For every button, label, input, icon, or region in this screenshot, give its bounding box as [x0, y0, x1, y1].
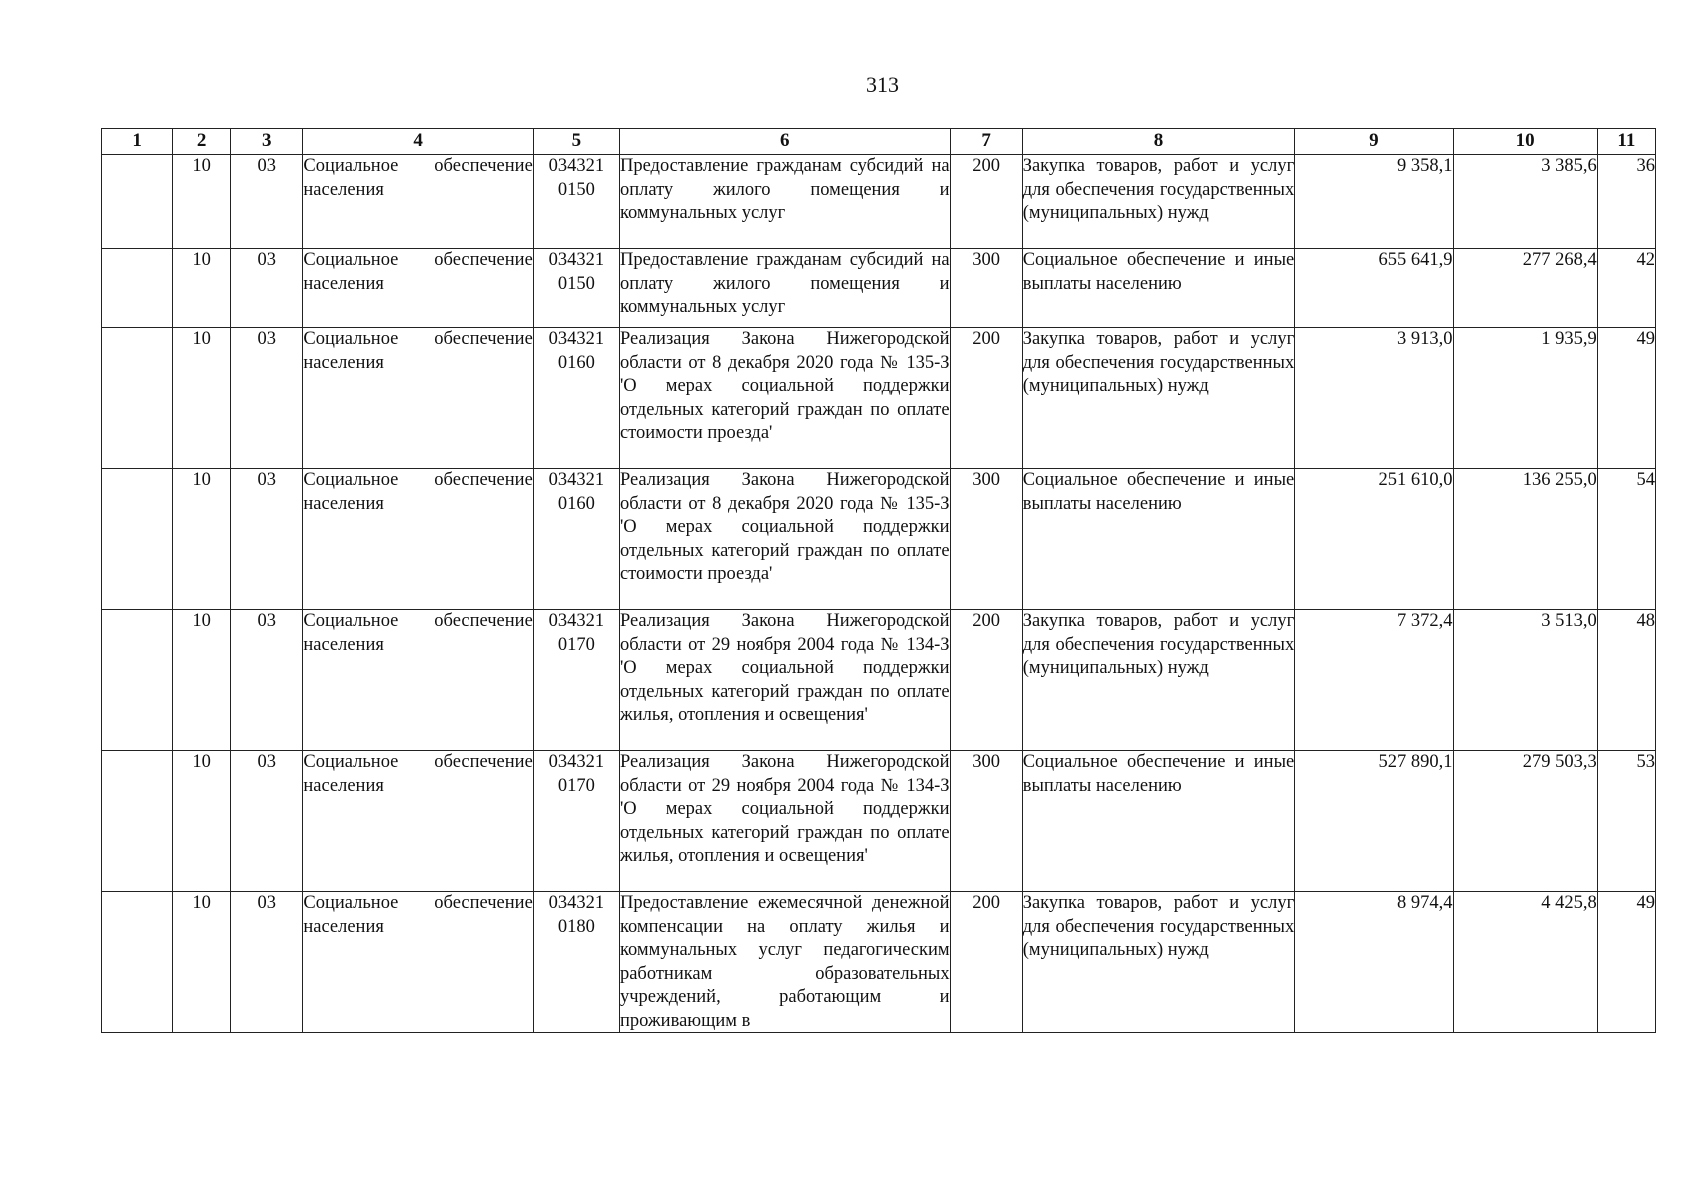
- cell-expense-type: 200: [950, 610, 1022, 751]
- cell-section: 10: [173, 469, 231, 610]
- cell-amount-actual: 277 268,4: [1453, 249, 1597, 328]
- code-part-1: 034321: [548, 329, 605, 349]
- cell-description: Реализация Закона Нижегородской области от 29 ноября 2004 года № 134-З 'О мерах социальной поддержки отдельных категорий граждан по оплате жилья, отопления и освещения': [619, 751, 950, 892]
- header-row: [102, 129, 1656, 155]
- cell-subsection-name: Социальное обеспечение населения: [303, 155, 533, 249]
- cell-description: Реализация Закона Нижегородской области от 8 декабря 2020 года № 135-З 'О мерах социальной поддержки отдельных категорий граждан по оплате стоимости проезда': [619, 469, 950, 610]
- cell-subsection: 03: [231, 469, 303, 610]
- column-header: 5: [533, 129, 619, 155]
- description-text: Предоставление ежемесячной денежной компенсации на оплату жилья и коммунальных услуг педагогическим работникам образовательных учреждений, работающим и проживающим в: [619, 893, 950, 1031]
- cell-target-code: [533, 892, 619, 1033]
- cell-amount-actual: 136 255,0: [1453, 469, 1597, 610]
- code-part-2: 0160: [557, 352, 595, 373]
- cell-expense-type-name: Социальное обеспечение и иные выплаты населению: [1022, 469, 1295, 610]
- cell-amount-plan: 3 913,0: [1295, 328, 1453, 469]
- code-part-2: 0150: [557, 179, 595, 200]
- code-part-1: 034321: [548, 250, 605, 270]
- column-header: 7: [950, 129, 1022, 155]
- column-header: 6: [619, 129, 950, 155]
- code-part-2: 0170: [557, 775, 595, 796]
- column-header: 10: [1453, 129, 1597, 155]
- code-part-1: 034321: [548, 470, 605, 490]
- cell-subsection-name: Социальное обеспечение населения: [303, 610, 533, 751]
- table-body: [102, 155, 1656, 1033]
- column-header: 4: [303, 129, 533, 155]
- cell-subsection: 03: [231, 328, 303, 469]
- cell-expense-type-name: Социальное обеспечение и иные выплаты населению: [1022, 249, 1295, 328]
- cell-subsection-name: Социальное обеспечение населения: [303, 469, 533, 610]
- cell-amount-plan: 251 610,0: [1295, 469, 1453, 610]
- code-part-1: 034321: [548, 156, 605, 176]
- cell-percent: 54: [1597, 469, 1655, 610]
- cell-expense-type: 300: [950, 469, 1022, 610]
- cell-target-code: [533, 328, 619, 469]
- cell-percent: 48: [1597, 610, 1655, 751]
- cell-section: 10: [173, 155, 231, 249]
- code-part-1: 034321: [548, 752, 605, 772]
- cell-subsection: 03: [231, 892, 303, 1033]
- cell-col1: [102, 155, 173, 249]
- cell-section: 10: [173, 249, 231, 328]
- cell-description: Реализация Закона Нижегородской области от 8 декабря 2020 года № 135-З 'О мерах социальной поддержки отдельных категорий граждан по оплате стоимости проезда': [619, 328, 950, 469]
- column-header: 2: [173, 129, 231, 155]
- budget-table: [101, 128, 1656, 1033]
- code-part-2: 0150: [557, 273, 595, 294]
- cell-col1: [102, 751, 173, 892]
- cell-subsection: 03: [231, 155, 303, 249]
- cell-expense-type: 200: [950, 328, 1022, 469]
- cell-col1: [102, 469, 173, 610]
- cell-amount-actual: 3 385,6: [1453, 155, 1597, 249]
- cell-percent: 53: [1597, 751, 1655, 892]
- table-row: [102, 469, 1656, 610]
- table-row: [102, 751, 1656, 892]
- cell-percent: 49: [1597, 892, 1655, 1033]
- cell-description: Предоставление гражданам субсидий на оплату жилого помещения и коммунальных услуг: [619, 249, 950, 328]
- cell-amount-plan: 7 372,4: [1295, 610, 1453, 751]
- cell-expense-type: 300: [950, 249, 1022, 328]
- cell-expense-type: 200: [950, 155, 1022, 249]
- cell-col1: [102, 610, 173, 751]
- table-row: [102, 155, 1656, 249]
- cell-col1: [102, 892, 173, 1033]
- cell-subsection: 03: [231, 249, 303, 328]
- table-row: [102, 328, 1656, 469]
- code-part-2: 0170: [557, 634, 595, 655]
- code-part-1: 034321: [548, 893, 605, 913]
- cell-section: 10: [173, 610, 231, 751]
- cell-expense-type-name: Закупка товаров, работ и услуг для обеспечения государственных (муниципальных) нужд: [1022, 328, 1295, 469]
- cell-description: Предоставление гражданам субсидий на оплату жилого помещения и коммунальных услуг: [619, 155, 950, 249]
- cell-amount-plan: 8 974,4: [1295, 892, 1453, 1033]
- cell-description: [619, 892, 950, 1033]
- code-part-2: 0160: [557, 493, 595, 514]
- cell-target-code: [533, 155, 619, 249]
- cell-amount-actual: 3 513,0: [1453, 610, 1597, 751]
- cell-expense-type-name: Закупка товаров, работ и услуг для обеспечения государственных (муниципальных) нужд: [1022, 610, 1295, 751]
- cell-amount-plan: 527 890,1: [1295, 751, 1453, 892]
- cell-subsection: 03: [231, 751, 303, 892]
- cell-section: 10: [173, 892, 231, 1033]
- column-header: 8: [1022, 129, 1295, 155]
- cell-section: 10: [173, 751, 231, 892]
- cell-expense-type-name: Социальное обеспечение и иные выплаты населению: [1022, 751, 1295, 892]
- cell-target-code: [533, 249, 619, 328]
- cell-percent: 42: [1597, 249, 1655, 328]
- cell-subsection: 03: [231, 610, 303, 751]
- cell-subsection-name: Социальное обеспечение населения: [303, 751, 533, 892]
- table-row: [102, 249, 1656, 328]
- cell-description: Реализация Закона Нижегородской области от 29 ноября 2004 года № 134-З 'О мерах социальной поддержки отдельных категорий граждан по оплате жилья, отопления и освещения': [619, 610, 950, 751]
- cell-target-code: [533, 751, 619, 892]
- cell-expense-type: 200: [950, 892, 1022, 1033]
- cell-col1: [102, 328, 173, 469]
- cell-expense-type-name: Закупка товаров, работ и услуг для обеспечения государственных (муниципальных) нужд: [1022, 155, 1295, 249]
- cell-section: 10: [173, 328, 231, 469]
- cell-subsection-name: Социальное обеспечение населения: [303, 249, 533, 328]
- cell-amount-plan: 9 358,1: [1295, 155, 1453, 249]
- code-part-1: 034321: [548, 611, 605, 631]
- cell-subsection-name: Социальное обеспечение населения: [303, 328, 533, 469]
- column-header: 11: [1597, 129, 1655, 155]
- cell-col1: [102, 249, 173, 328]
- cell-percent: 36: [1597, 155, 1655, 249]
- cell-target-code: [533, 469, 619, 610]
- cell-amount-actual: 4 425,8: [1453, 892, 1597, 1033]
- code-part-2: 0180: [557, 916, 595, 937]
- cell-percent: 49: [1597, 328, 1655, 469]
- column-header: 3: [231, 129, 303, 155]
- column-header: 9: [1295, 129, 1453, 155]
- cell-expense-type: 300: [950, 751, 1022, 892]
- cell-expense-type-name: Закупка товаров, работ и услуг для обеспечения государственных (муниципальных) нужд: [1022, 892, 1295, 1033]
- table-row: [102, 892, 1656, 1033]
- cell-subsection-name: Социальное обеспечение населения: [303, 892, 533, 1033]
- cell-amount-plan: 655 641,9: [1295, 249, 1453, 328]
- cell-amount-actual: 279 503,3: [1453, 751, 1597, 892]
- cell-amount-actual: 1 935,9: [1453, 328, 1597, 469]
- page-number: 313: [866, 72, 899, 97]
- column-header: 1: [102, 129, 173, 155]
- table-row: [102, 610, 1656, 751]
- cell-target-code: [533, 610, 619, 751]
